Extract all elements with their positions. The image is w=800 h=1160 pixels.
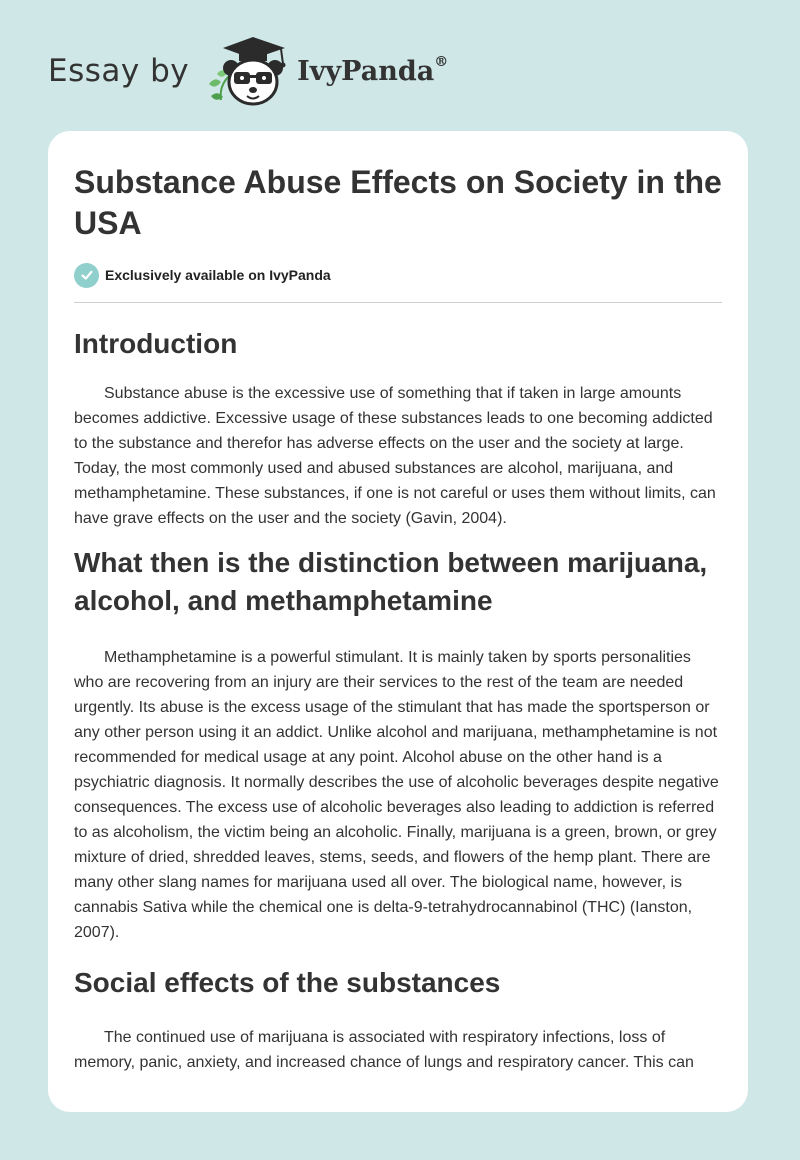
page-title: Substance Abuse Effects on Society in the USA [74, 164, 722, 241]
panda-graduate-icon [203, 34, 295, 108]
section-heading-distinction: What then is the distinction between marijuana, alcohol, and methamphetamine [74, 547, 708, 616]
check-icon [74, 263, 99, 288]
section-paragraph-introduction: Substance abuse is the excessive use of something that if taken in large amounts becomes addictive. Excessive usage of these substances leads to one becoming addicted to the substance and therefor has adverse effects on the user and the society at large. Today, the most commonly used and abused substances are alcohol, marijuana, and methamphetamine. These substances, if one is not careful or uses them without limits, can have grave effects on the user and the society (Gavin, 2004). [74, 385, 716, 527]
section-paragraph-social-effects: The continued use of marijuana is associated with respiratory infections, loss of memory, panic, anxiety, and increased chance of lungs and respiratory cancer. This can [74, 1029, 694, 1071]
registered-mark: ® [434, 53, 449, 70]
essay-content [74, 131, 722, 1075]
brand-prefix: Essay by [48, 53, 190, 89]
section-paragraph-distinction: Methamphetamine is a powerful stimulant. It is mainly taken by sports personalities who are recovering from an injury are their services to the rest of the team are needed urgently. Its abuse is the excess usage of the stimulant that has made the sportsperson or any other person using it an addict. Unlike alcohol and marijuana, methamphetamine is not recommended for medical usage at any point. Alcohol abuse on the other hand is a psychiatric diagnosis. It normally describes the use of alcoholic beverages despite negative consequences. The excess use of alcoholic beverages also leading to addiction is referred to as alcoholism, the victim being an alcoholic. Finally, marijuana is a green, brown, or grey mixture of dried, shredded leaves, stems, seeds, and flowers of the hemp plant. There are many other slang names for marijuana used all over. The biological name, however, is cannabis Sativa while the chemical one is delta-9-tetrahydrocannabinol (THC) (Ianston, 2007). [74, 649, 719, 941]
section-heading-introduction: Introduction [74, 328, 238, 359]
exclusive-label: Exclusively available on IvyPanda [105, 267, 331, 283]
exclusive-badge [74, 262, 722, 288]
brand-header[interactable] [48, 34, 448, 108]
divider [74, 302, 722, 303]
section-heading-social-effects: Social effects of the substances [74, 967, 501, 998]
brand-name: IvyPanda® [297, 53, 449, 87]
essay-card [48, 131, 748, 1112]
